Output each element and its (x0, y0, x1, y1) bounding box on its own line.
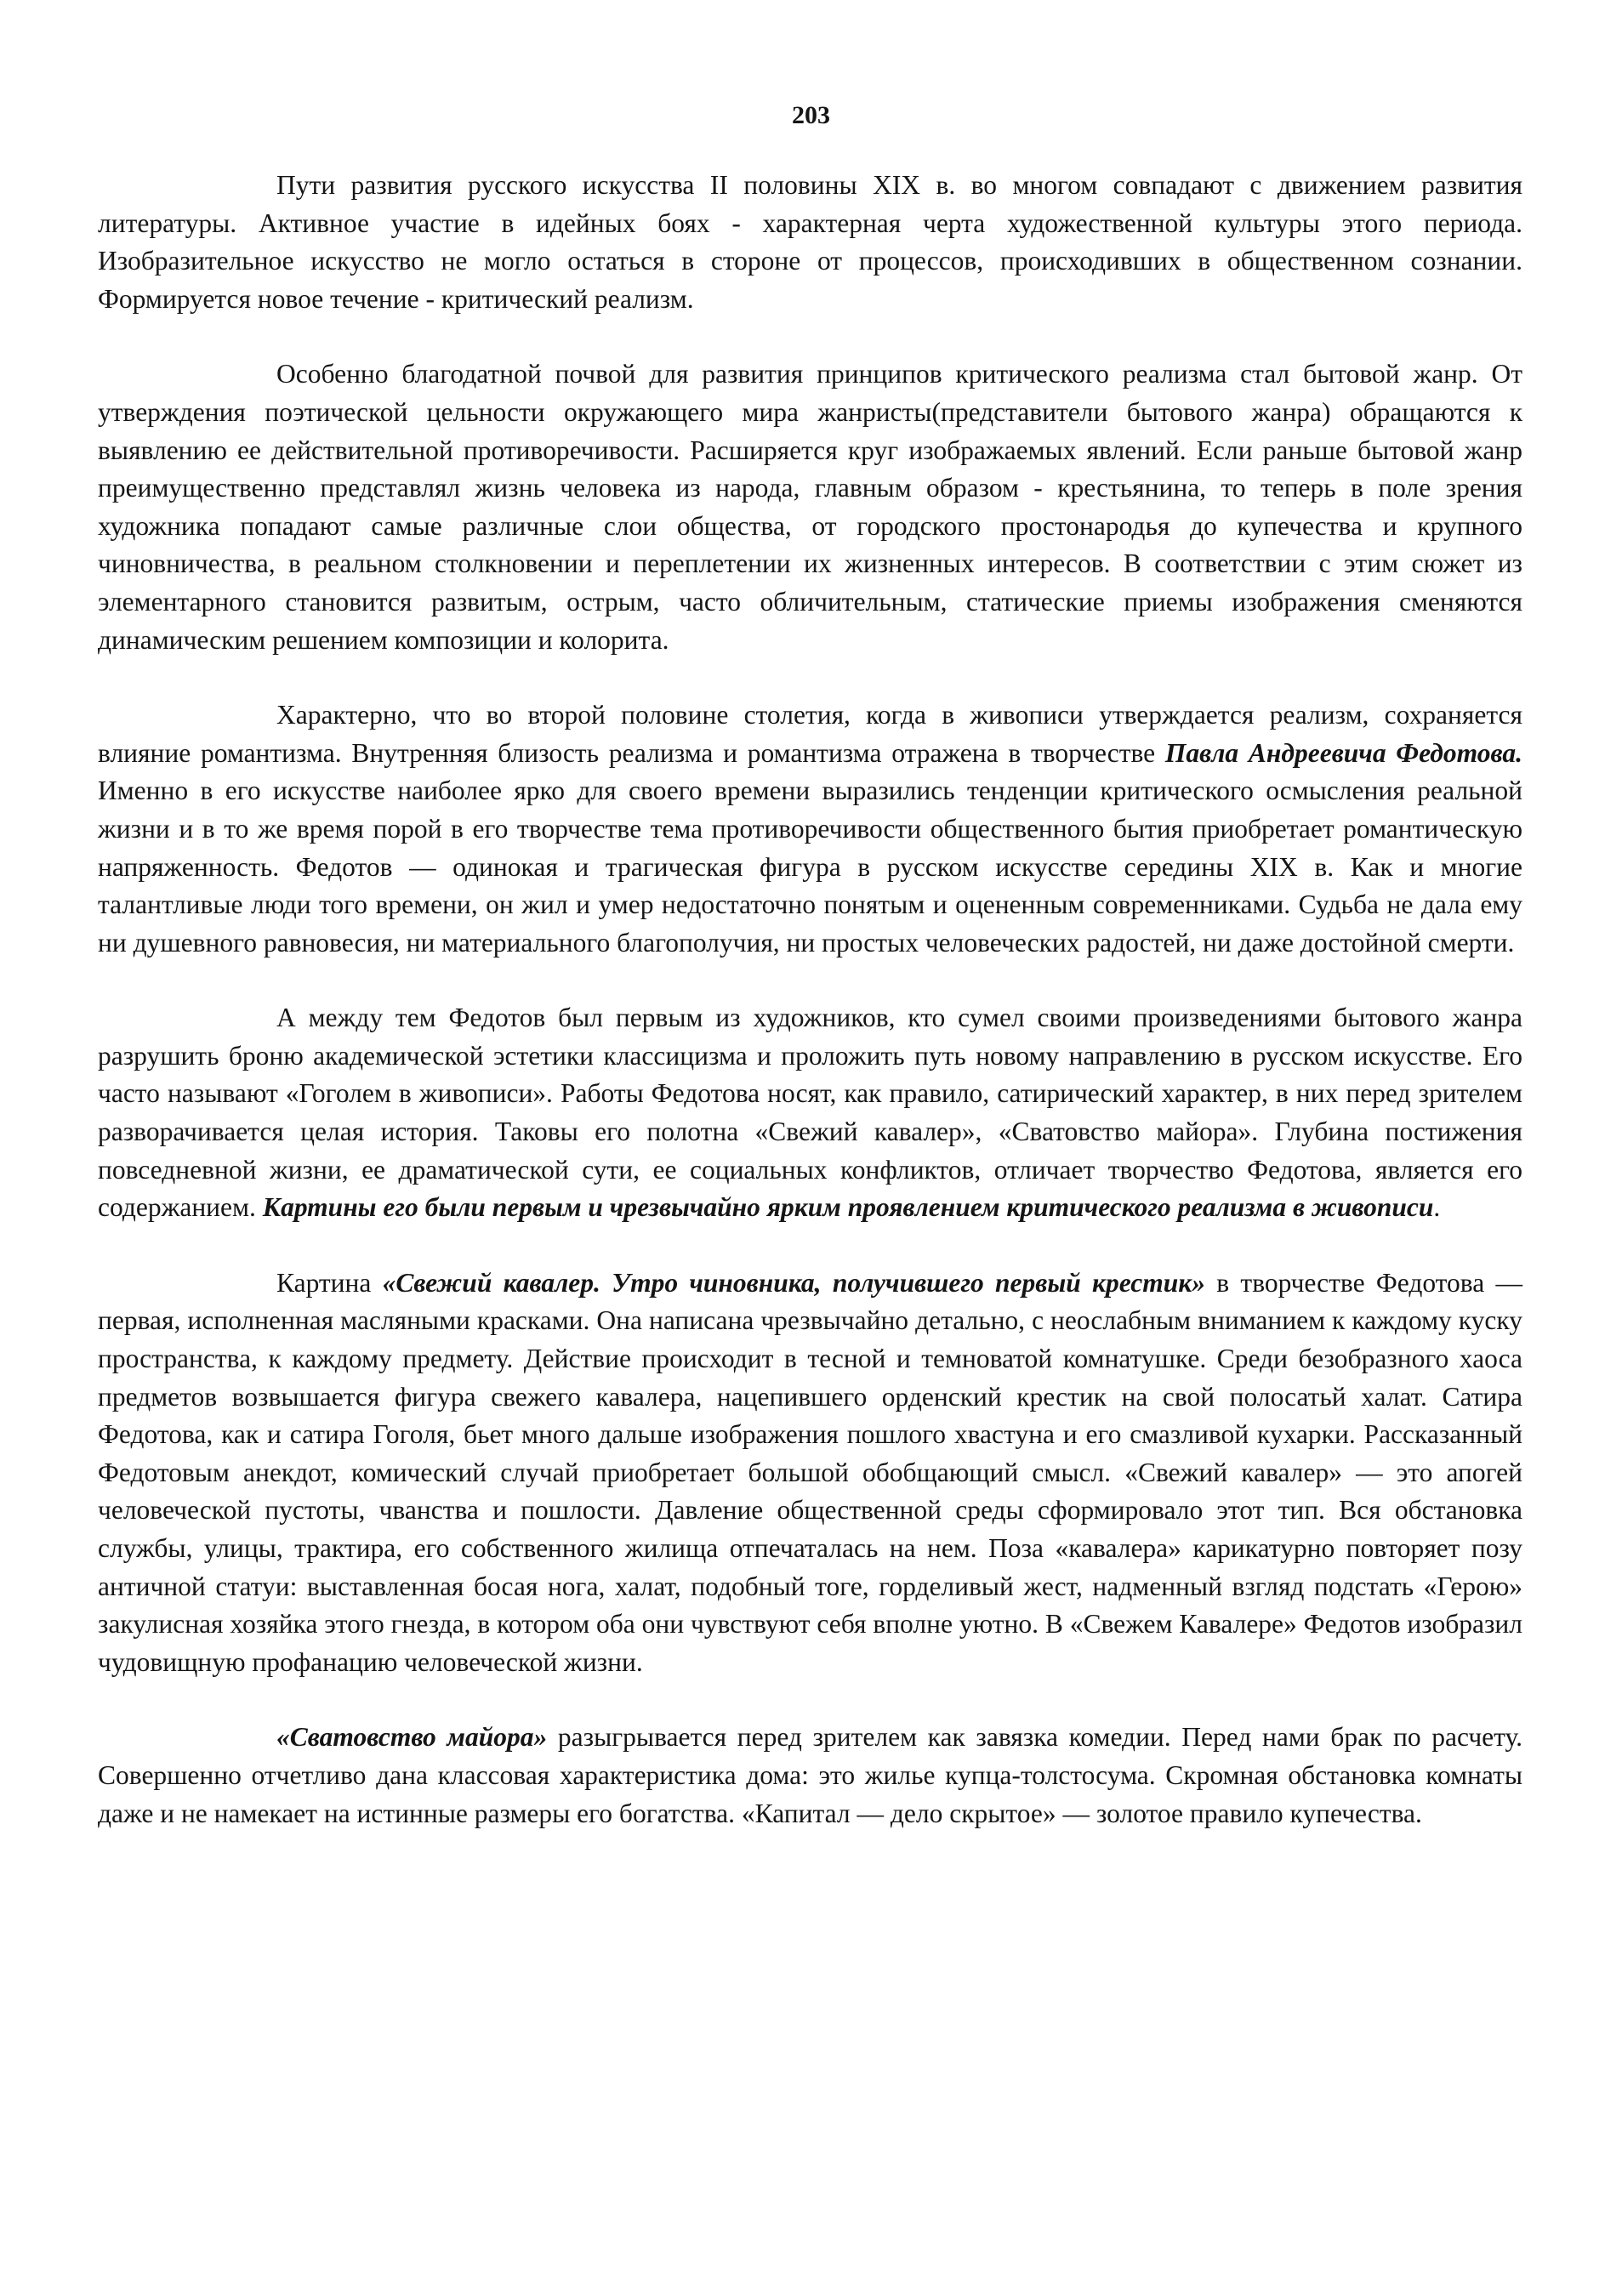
paragraph-6 (98, 1719, 1522, 1833)
text-segment: А между тем Федотов был первым из художников, кто сумел своими произведениями бытового жанра разрушить броню академической эстетики классицизма и проложить путь новому направлению в русском искусстве. Его часто называют «Гоголем в живописи». Работы Федотова носят, как правило, сатирический характер, в них перед зрителем разворачивается целая история. Таковы его полотна «Свежий кавалер», «Сватовство майора». Глубина постижения повседневной жизни, ее драматической сути, ее социальных конфликтов, отличает творчество Федотова, является его содержанием. (98, 1003, 1522, 1223)
body-text (98, 167, 1522, 1833)
text-segment: разыгрывается перед зрителем как завязка комедии. Перед нами брак по расчету. Совершенно отчетливо дана классовая характеристика дома: это жилье купца-толстосума. Скромная обстановка комнаты даже и не намекает на истинные размеры его богатства. «Капитал — дело скрытое» — золотое правило купечества. (98, 1722, 1522, 1828)
text-segment: Именно в его искусстве наиболее ярко для своего времени выразились тенденции критического осмысления реальной жизни и в то же время порой в его творчестве тема противоречивости общественного бытия приобретает романтическую напряженность. Федотов — одинокая и трагическая фигура в русском искусстве середины XIX в. Как и многие талантливые люди того времени, он жил и умер недостаточно понятым и оцененным современниками. Судьба не дала ему ни душевного равновесия, ни материального благополучия, ни простых человеческих радостей, ни даже достойной смерти. (98, 776, 1522, 958)
emphasized-painting-title: «Сватовство майора» (276, 1722, 548, 1753)
text-segment: Картина (276, 1267, 383, 1298)
paragraph-2 (98, 355, 1522, 659)
text-segment: Особенно благодатной почвой для развития принципов критического реализма стал бытовой жанр. От утверждения поэтической цельности окружающего мира жанристы(представители бытового жанра) обращаются к выявлению ее действительной противоречивости. Расширяется круг изображаемых явлений. Если раньше бытовой жанр преимущественно представлял жизнь человека из народа, главным образом - крестьянина, то теперь в поле зрения художника попадают самые различные слои общества, от городского простонародья до купечества и крупного чиновничества, в реальном столкновении и переплетении их жизненных интересов. В соответствии с этим сюжет из элементарного становится развитым, острым, часто обличительным, статические приемы изображения сменяются динамическим решением композиции и колорита. (98, 359, 1522, 655)
paragraph-3 (98, 696, 1522, 962)
emphasized-painting-title: «Свежий кавалер. Утро чиновника, получившего первый крестик» (382, 1267, 1206, 1298)
paragraph-4 (98, 999, 1522, 1227)
text-segment: в творчестве Федотова — первая, исполненная масляными красками. Она написана чрезвычайно детально, с неослабным вниманием к каждому куску пространства, к каждому предмету. Действие происходит в тесной и темноватой комнатушке. Среди безобразного хаоса предметов возвышается фигура свежего кавалера, нацепившего орденский крестик на свой полосатьй халат. Сатира Федотова, как и сатира Гоголя, бьет много дальше изображения пошлого хвастуна и его смазливой кухарки. Рассказанный Федотовым анекдот, комический случай приобретает большой обобщающий смысл. «Свежий кавалер» — это апогей человеческой пустоты, чванства и пошлости. Давление общественной среды сформировало этот тип. Вся обстановка службы, улицы, трактира, его собственного жилища отпечаталась на нем. Поза «кавалера» карикатурно повторяет позу античной статуи: выставленная босая нога, халат, подобный тоге, горделивый жест, надменный взгляд подстать «Герою» закулисная хозяйка этого гнезда, в котором оба они чувствуют себя вполне уютно. В «Свежем Кавалере» Федотов изобразил чудовищную профанацию человеческой жизни. (98, 1267, 1522, 1677)
emphasized-name: Павла Андреевича Федотова. (1164, 737, 1522, 768)
paragraph-5 (98, 1265, 1522, 1682)
emphasized-statement: Картины его были первым и чрезвычайно ярким проявлением критического реализма в живописи (262, 1192, 1434, 1223)
page-number: 203 (792, 101, 830, 129)
text-segment: Пути развития русского искусства II половины XIX в. во многом совпадают с движением развития литературы. Активное участие в идейных боях - характерная черта художественной культуры этого периода. Изобразительное искусство не могло остаться в стороне от процессов, происходивших в общественном сознании. Формируется новое течение - критический реализм. (98, 170, 1522, 314)
text-segment: . (1433, 1192, 1441, 1223)
text-segment: Характерно, что во второй половине столетия, когда в живописи утверждается реализм, сохраняется влияние романтизма. Внутренняя близость реализма и романтизма отражена в творчестве (98, 700, 1522, 768)
paragraph-1 (98, 167, 1522, 318)
